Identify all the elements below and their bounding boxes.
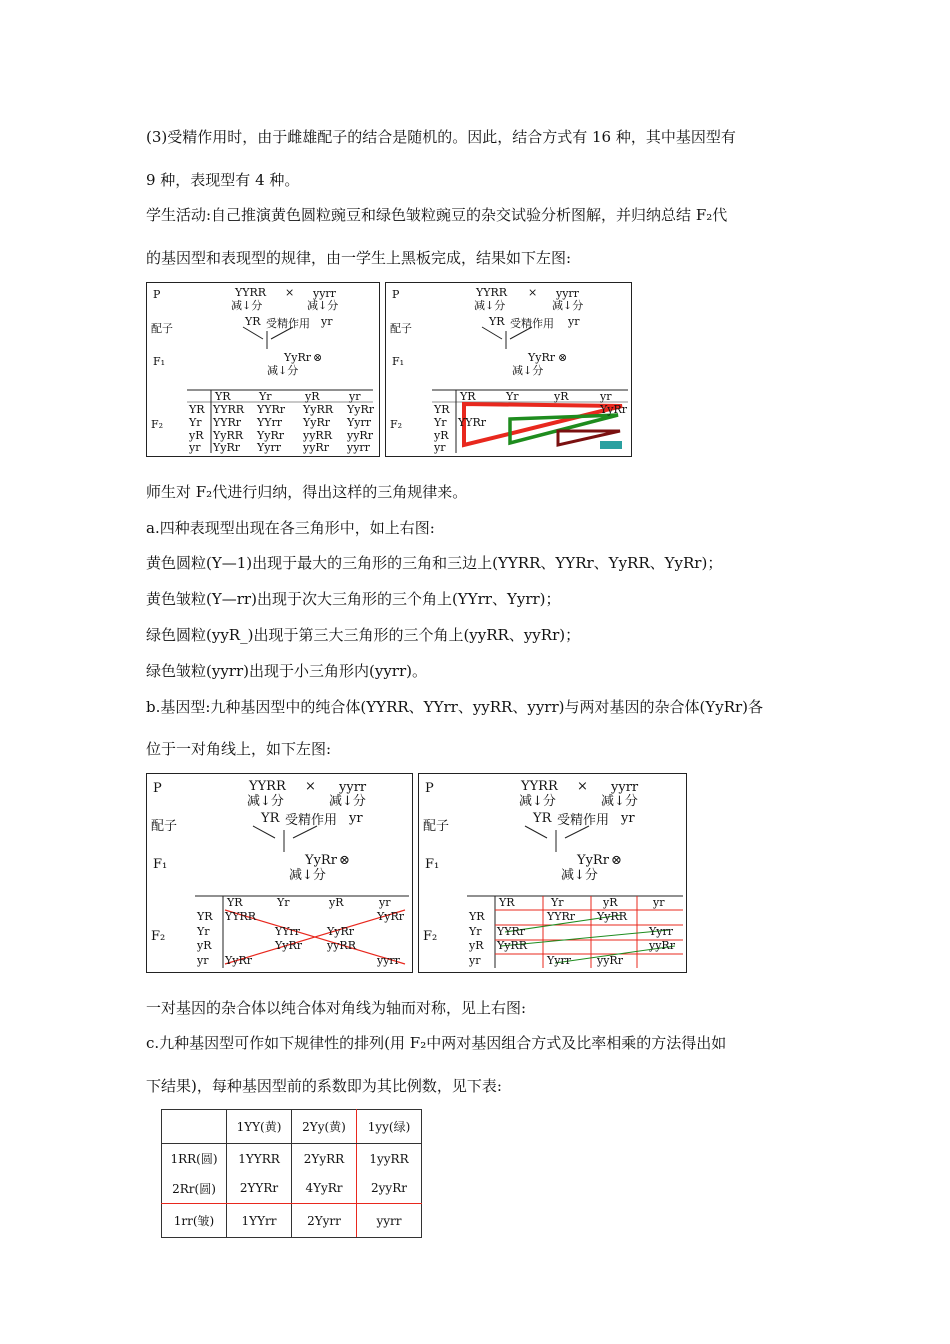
f1-meiosis: 减↓分 [512,364,544,377]
col-header: Yr [277,896,290,909]
col-header: yR [305,390,320,403]
cross-diagram-basic [146,282,380,457]
grid-cell: YYRR [213,403,245,416]
grid-cell: Yyrr [649,925,673,938]
grid-cell: yyRr [597,954,623,967]
label-f2: F₂ [151,418,164,431]
paragraph-point-b: b.基因型:九种基因型中的纯合体(YYRR、YYrr、yyRR、yyrr)与两对基因的杂合体(YyRr)各 [146,698,764,716]
table-corner [162,1110,227,1144]
table-header-cell: 2Yy(黄) [292,1110,357,1144]
gamete-yr-recessive: yr [621,811,635,826]
table-cell: 2yyRr [357,1174,422,1204]
grid-cell: YYRR [225,910,257,923]
table-header-cell: 1yy(绿) [357,1110,422,1144]
gamete-yr-dominant: YR [245,315,261,328]
gamete-yr-recessive: yr [568,315,580,328]
symmetry-diagram [418,773,687,973]
paragraph-yellow-round: 黄色圆粒(Y—1)出现于最大的三角形的三角和三边上(YYRR、YYRr、YyRR、YyRr)； [146,554,723,572]
grid-cell: yyrr [377,954,400,967]
parent-yyrr-dominant: YYRR [476,286,508,299]
col-header: yr [349,390,361,403]
label-p: P [425,781,434,796]
label-gamete: 配子 [151,819,178,834]
fertilization-label: 受精作用 [285,813,338,828]
grid-cell: YyRr [257,429,285,442]
row-header: yr [189,441,201,454]
meiosis-right: 减↓分 [601,794,638,809]
col-header: YR [499,896,515,909]
col-header: Yr [506,390,519,403]
paragraph-point-b-cont: 位于一对角线上，如下左图: [146,740,332,758]
smallest-triangle-marker [600,441,622,449]
grid-cell: yyRr [303,441,329,454]
row-header: yR [469,939,484,952]
row-header: Yr [434,416,447,429]
row-header: Yr [197,925,210,938]
table-row-label: 1RR(圆) [162,1144,227,1174]
table-header-row [162,1110,422,1144]
table-row [162,1204,422,1238]
paragraph-point-a: a.四种表现型出现在各三角形中，如上右图: [146,519,435,537]
parent-yyrr-recessive: yyrr [339,780,367,795]
gamete-yr-dominant: YR [533,811,552,826]
grid-cell: YyRr [347,403,375,416]
label-f1: F₁ [153,355,166,368]
table-row-label: 2Rr(圆) [162,1174,227,1204]
row-header: YR [197,910,213,923]
paragraph-green-wrinkled: 绿色皱粒(yyrr)出现于小三角形内(yyrr)。 [146,662,427,680]
f1-meiosis: 减↓分 [289,868,326,883]
fertilization-label: 受精作用 [510,317,554,330]
selfing-symbol: ⊗ [558,351,568,364]
grid-cell: YyRr [600,403,628,416]
row-header: YR [189,403,205,416]
row-header: yr [469,954,481,967]
cross-symbol: × [577,779,588,794]
col-header: YR [215,390,231,403]
f1-genotype: YyRr [305,853,337,868]
gamete-yr-dominant: YR [261,811,280,826]
meiosis-right: 减↓分 [552,299,584,312]
cross-symbol: × [285,286,295,299]
meiosis-left: 减↓分 [474,299,506,312]
label-p: P [392,288,400,301]
table-cell: yyrr [357,1204,422,1238]
paragraph-fertilization: (3)受精作用时，由于雌雄配子的结合是随机的。因此，结合方式有 16 种，其中基因型有 [146,128,736,146]
col-header: yr [600,390,612,403]
meiosis-left: 减↓分 [519,794,556,809]
label-gamete: 配子 [423,819,450,834]
grid-cell: YYRr [547,910,576,923]
meiosis-left: 减↓分 [231,299,263,312]
grid-cell: yyRr [649,939,675,952]
table-cell: 1yyRR [357,1144,422,1174]
f1-meiosis: 减↓分 [267,364,299,377]
table-cell: 2Yyrr [292,1204,357,1238]
row-header: Yr [469,925,482,938]
paragraph-point-c: c.九种基因型可作如下规律性的排列(用 F₂中两对基因组合方式及比率相乘的方法得出如 [146,1034,727,1052]
label-gamete: 配子 [151,322,173,335]
label-p: P [153,288,161,301]
grid-cell: YyRr [377,910,405,923]
f1-genotype: YyRr [577,853,609,868]
table-cell: 1YYRR [227,1144,292,1174]
row-header: yr [197,954,209,967]
parent-yyrr-recessive: yyrr [313,287,336,300]
row-header: yr [434,441,446,454]
col-header: Yr [551,896,564,909]
parent-yyrr-dominant: YYRR [521,779,558,794]
grid-cell: YYRr [458,416,487,429]
table-header-cell: 1YY(黄) [227,1110,292,1144]
col-header: yR [554,390,569,403]
parent-yyrr-recessive: yyrr [611,780,639,795]
paragraph-green-round: 绿色圆粒(yyR_)出现于第三大三角形的三个角上(yyRR、yyRr)； [146,626,581,644]
diagram-lines [386,283,631,456]
table-cell: 1YYrr [227,1204,292,1238]
col-header: yr [653,896,665,909]
largest-triangle [464,404,622,445]
table-row-label: 1rr(皱) [162,1204,227,1238]
gamete-yr-dominant: YR [489,315,505,328]
label-f2: F₂ [151,929,166,944]
row-header: YR [434,403,450,416]
grid-cell: YyRR [597,910,628,923]
paragraph-student-activity: 学生活动:自己推演黄色圆粒豌豆和绿色皱粒豌豆的杂交试验分析图解，并归纳总结 F₂代 [146,206,728,224]
row-header: yR [434,429,449,442]
cross-symbol: × [528,286,538,299]
fertilization-label: 受精作用 [557,813,610,828]
grid-cell: YYRr [497,925,526,938]
col-header: yR [329,896,344,909]
table-cell: 2YyRR [292,1144,357,1174]
gamete-yr-recessive: yr [349,811,363,826]
grid-cell: Yyrr [347,416,371,429]
col-header: yR [603,896,618,909]
parent-yyrr-dominant: YYRR [235,286,267,299]
grid-cell: YyRr [213,441,241,454]
grid-cell: YYRr [213,416,242,429]
grid-cell: YyRr [303,416,331,429]
col-header: YR [227,896,243,909]
col-header: yr [379,896,391,909]
col-header: YR [460,390,476,403]
f1-meiosis: 减↓分 [561,868,598,883]
label-f2: F₂ [390,418,403,431]
fertilization-label: 受精作用 [266,317,310,330]
paragraph-yellow-wrinkled: 黄色皱粒(Y—rr)出现于次大三角形的三个角上(YYrr、Yyrr)； [146,590,561,608]
grid-cell: Yyrr [547,954,571,967]
genotype-ratio-table [161,1109,422,1238]
f1-genotype: YyRr [284,351,312,364]
row-header: yR [197,939,212,952]
parent-yyrr-recessive: yyrr [556,287,579,300]
diagonal-diagram [146,773,413,973]
parent-yyrr-dominant: YYRR [249,779,286,794]
grid-cell: YyRR [303,403,334,416]
paragraph-point-c-cont: 下结果)，每种基因型前的系数即为其比例数，见下表: [146,1077,502,1095]
label-gamete: 配子 [390,322,412,335]
grid-cell: YYrr [257,416,283,429]
paragraph-summary: 师生对 F₂代进行归纳，得出这样的三角规律来。 [146,483,468,501]
row-header: yR [189,429,204,442]
grid-cell: yyRR [303,429,332,442]
label-f1: F₁ [392,355,405,368]
grid-cell: yyRR [327,939,356,952]
grid-cell: yyrr [347,441,370,454]
triangle-diagram [385,282,632,457]
col-header: Yr [259,390,272,403]
table-row [162,1144,422,1174]
meiosis-right: 减↓分 [329,794,366,809]
paragraph-student-activity-cont: 的基因型和表现型的规律，由一学生上黑板完成，结果如下左图: [146,249,572,267]
grid-cell: YyRr [327,925,355,938]
selfing-symbol: ⊗ [313,351,323,364]
grid-cell: YyRr [275,939,303,952]
row-header: Yr [189,416,202,429]
grid-cell: Yyrr [257,441,281,454]
paragraph-fertilization-cont: 9 种，表现型有 4 种。 [146,171,300,189]
table-cell: 4YyRr [292,1174,357,1204]
table-row [162,1174,422,1204]
row-header: YR [469,910,485,923]
label-f2: F₂ [423,929,438,944]
cross-symbol: × [305,779,316,794]
table-cell: 2YYRr [227,1174,292,1204]
grid-cell: YyRR [497,939,528,952]
selfing-symbol: ⊗ [611,853,622,868]
label-p: P [153,781,162,796]
grid-cell: YYRr [257,403,286,416]
grid-cell: YyRr [225,954,253,967]
paragraph-symmetry: 一对基因的杂合体以纯合体对角线为轴而对称，见上右图: [146,999,527,1017]
label-f1: F₁ [425,857,440,872]
grid-cell: YYrr [275,925,301,938]
meiosis-right: 减↓分 [307,299,339,312]
selfing-symbol: ⊗ [339,853,350,868]
f1-genotype: YyRr [528,351,556,364]
label-f1: F₁ [153,857,168,872]
grid-cell: yyRr [347,429,373,442]
grid-cell: YyRR [213,429,244,442]
gamete-yr-recessive: yr [321,315,333,328]
meiosis-left: 减↓分 [247,794,284,809]
